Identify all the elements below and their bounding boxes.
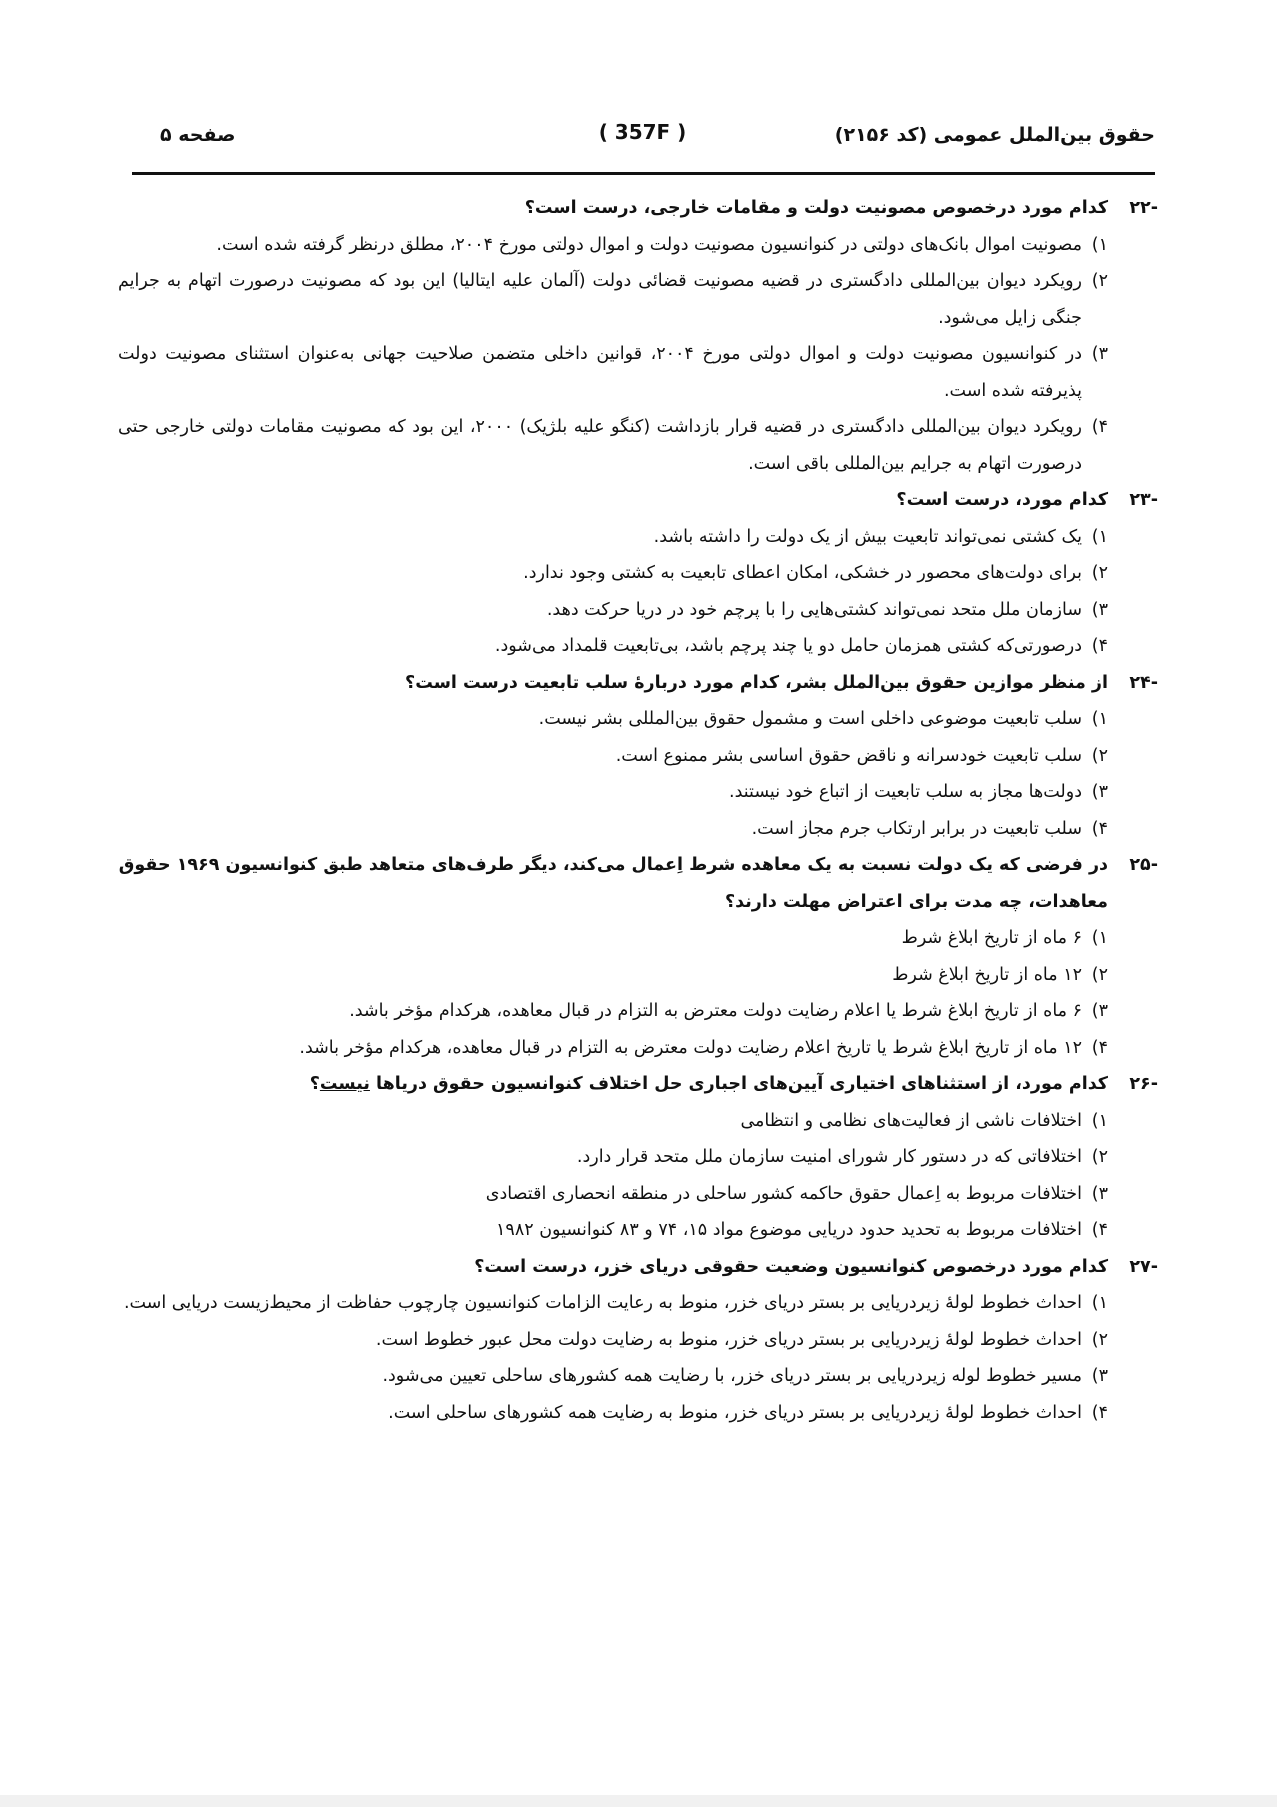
- option-text: احداث خطوط لولهٔ زیردریایی بر بستر دریای خزر، منوط به رضایت همه کشورهای ساحلی است.: [388, 1402, 1082, 1423]
- option-text: برای دولت‌های محصور در خشکی، امکان اعطای تابعیت به کشتی وجود ندارد.: [523, 563, 1082, 583]
- option-number: ۴): [1091, 1402, 1108, 1423]
- option-text: دولت‌ها مجاز به سلب تابعیت از اتباع خود نیستند.: [729, 782, 1082, 802]
- question-number: -۲۳: [1129, 490, 1158, 510]
- option: [118, 1139, 1158, 1176]
- option-number: ۴): [1091, 818, 1108, 839]
- option: [118, 1212, 1158, 1249]
- option-number: ۳): [1091, 1366, 1108, 1386]
- question-23: [118, 482, 1158, 665]
- option: [118, 519, 1158, 556]
- option-text: سلب تابعیت خودسرانه و ناقض حقوق اساسی بشر ممنوع است.: [615, 745, 1082, 766]
- option-number: ۲): [1091, 563, 1108, 583]
- question-text: از منظر موازین حقوق بین‌الملل بشر، کدام مورد دربارهٔ سلب تابعیت درست است؟: [405, 672, 1108, 693]
- option-text: اختلافات مربوط به اِعمال حقوق حاکمه کشور ساحلی در منطقه انحصاری اقتصادی: [485, 1183, 1082, 1204]
- question-number: -۲۲: [1129, 198, 1158, 218]
- option-number: ۲): [1091, 964, 1108, 985]
- header-divider: [132, 172, 1155, 175]
- option-text: ۱۲ ماه از تاریخ ابلاغ شرط: [892, 964, 1082, 985]
- option-text: اختلافاتی که در دستور کار شورای امنیت سازمان ملل متحد قرار دارد.: [576, 1147, 1082, 1167]
- option-text: ۶ ماه از تاریخ ابلاغ شرط یا اعلام رضایت دولت معترض به التزام در قبال معاهده، هرکدام مؤخر باشد.: [349, 1001, 1082, 1021]
- question-stem: [118, 1066, 1158, 1103]
- option: [118, 592, 1158, 629]
- option: [118, 263, 1158, 336]
- option-text: رویکرد دیوان بین‌المللی دادگستری در قضیه قرار بازداشت (کنگو علیه بلژیک) ۲۰۰۰، این بود که مصونیت مقامات دولتی خارجی حتی درصورت اتهام به جرایم بین‌المللی باقی است.: [118, 417, 1083, 474]
- option-text: رویکرد دیوان بین‌المللی دادگستری در قضیه مصونیت قضائی دولت (آلمان علیه ایتالیا) این بود که مصونیت درصورت اتهام به جرایم جنگی زایل می‌شود.: [118, 271, 1082, 328]
- option-number: ۲): [1091, 745, 1108, 766]
- option-number: ۴): [1091, 1037, 1108, 1058]
- question-stem: [118, 847, 1158, 920]
- option: [118, 774, 1158, 811]
- option: [118, 920, 1158, 957]
- booklet-code: ( 357F ): [598, 120, 687, 144]
- option-text: مصونیت اموال بانک‌های دولتی در کنوانسیون مصونیت دولت و اموال دولتی مورخ ۲۰۰۴، مطلق درنظر گرفته شده است.: [216, 234, 1082, 255]
- question-stem: [118, 482, 1158, 519]
- negation-word: نیست: [319, 1074, 370, 1094]
- option: [118, 957, 1158, 994]
- option-number: ۴): [1091, 417, 1108, 437]
- question-text: کدام مورد درخصوص مصونیت دولت و مقامات خارجی، درست است؟: [524, 198, 1108, 218]
- question-stem: [118, 190, 1158, 227]
- question-text-part: کدام مورد، از استثناهای اختیاری آیین‌های اجباری حل اختلاف کنوانسیون حقوق دریاها: [369, 1074, 1108, 1094]
- option-text: احداث خطوط لولهٔ زیردریایی بر بستر دریای خزر، منوط به رعایت الزامات کنوانسیون چارچوب حفاظت از محیط‌زیست دریایی است.: [123, 1293, 1082, 1313]
- question-number: -۲۶: [1129, 1074, 1158, 1094]
- option: [118, 1358, 1158, 1395]
- option-number: ۱): [1091, 526, 1108, 547]
- option: [118, 1395, 1158, 1432]
- option: [118, 1322, 1158, 1359]
- option-number: ۴): [1091, 636, 1108, 656]
- option-number: ۳): [1091, 599, 1108, 620]
- option-text: در کنوانسیون مصونیت دولت و اموال دولتی مورخ ۲۰۰۴، قوانین داخلی متضمن صلاحیت جهانی به‌عنوان استثنای مصونیت دولت پذیرفته شده است.: [118, 344, 1082, 401]
- option-text: سازمان ملل متحد نمی‌تواند کشتی‌هایی را با پرچم خود در دریا حرکت دهد.: [546, 599, 1082, 620]
- option: [118, 227, 1158, 264]
- option: [118, 701, 1158, 738]
- option-number: ۳): [1091, 1001, 1108, 1021]
- option-number: ۱): [1091, 1293, 1108, 1313]
- question-25: [118, 847, 1158, 1066]
- option: [118, 1103, 1158, 1140]
- option: [118, 409, 1158, 482]
- option-text: اختلافات ناشی از فعالیت‌های نظامی و انتظامی: [740, 1110, 1082, 1131]
- exam-title: حقوق بین‌الملل عمومی (کد ۲۱۵۶): [834, 124, 1155, 146]
- question-number: -۲۷: [1129, 1256, 1158, 1277]
- option-number: ۳): [1091, 344, 1108, 364]
- option-number: ۳): [1091, 1183, 1108, 1204]
- question-text: کدام مورد، درست است؟: [896, 490, 1108, 510]
- option: [118, 1176, 1158, 1213]
- option-number: ۱): [1091, 1110, 1108, 1131]
- option-text: یک کشتی نمی‌تواند تابعیت بیش از یک دولت را داشته باشد.: [653, 526, 1082, 547]
- option-number: ۲): [1091, 271, 1108, 291]
- option-number: ۱): [1091, 709, 1108, 729]
- option: [118, 1030, 1158, 1067]
- option-number: ۴): [1091, 1220, 1108, 1240]
- option-text: ۱۲ ماه از تاریخ ابلاغ شرط یا تاریخ اعلام رضایت دولت معترض به التزام در قبال معاهده، هرکدام مؤخر باشد.: [299, 1037, 1082, 1058]
- option: [118, 993, 1158, 1030]
- option: [118, 738, 1158, 775]
- option-number: ۳): [1091, 782, 1108, 802]
- option-number: ۱): [1091, 928, 1108, 948]
- option: [118, 628, 1158, 665]
- option-number: ۲): [1091, 1329, 1108, 1350]
- option-text: اختلافات مربوط به تحدید حدود دریایی موضوع مواد ۱۵، ۷۴ و ۸۳ کنوانسیون ۱۹۸۲: [496, 1220, 1082, 1240]
- option-text: احداث خطوط لولهٔ زیردریایی بر بستر دریای خزر، منوط به رضایت دولت محل عبور خطوط است.: [375, 1329, 1082, 1350]
- option-text: ۶ ماه از تاریخ ابلاغ شرط: [901, 928, 1082, 948]
- option-text: سلب تابعیت در برابر ارتکاب جرم مجاز است.: [751, 818, 1082, 839]
- option-number: ۲): [1091, 1147, 1108, 1167]
- option-text: درصورتی‌که کشتی همزمان حامل دو یا چند پرچم باشد، بی‌تابعیت قلمداد می‌شود.: [494, 636, 1082, 656]
- option-text: مسیر خطوط لوله زیردریایی بر بستر دریای خزر، با رضایت همه کشورهای ساحلی تعیین می‌شود.: [382, 1366, 1082, 1386]
- question-stem: [118, 1249, 1158, 1286]
- option: [118, 336, 1158, 409]
- questions-list: [118, 190, 1158, 1431]
- question-number: -۲۵: [1129, 855, 1158, 875]
- option: [118, 555, 1158, 592]
- option-text: سلب تابعیت موضوعی داخلی است و مشمول حقوق بین‌المللی بشر نیست.: [538, 709, 1082, 729]
- page-header: [130, 120, 1155, 160]
- question-text: در فرضی که یک دولت نسبت به یک معاهده شرط اِعمال می‌کند، دیگر طرف‌های متعاهد طبق کنوانسیون ۱۹۶۹ حقوق معاهدات، چه مدت برای اعتراض مهلت دارند؟: [118, 855, 1108, 912]
- question-text: کدام مورد درخصوص کنوانسیون وضعیت حقوقی دریای خزر، درست است؟: [474, 1256, 1108, 1277]
- option: [118, 811, 1158, 848]
- question-text-part: ؟: [309, 1074, 320, 1094]
- page-bottom-edge: [0, 1795, 1277, 1807]
- question-stem: [118, 665, 1158, 702]
- question-text: [118, 1066, 1108, 1103]
- question-24: [118, 665, 1158, 848]
- question-26: [118, 1066, 1158, 1249]
- page-number: صفحه ۵: [160, 124, 236, 146]
- option: [118, 1285, 1158, 1322]
- question-number: -۲۴: [1129, 672, 1158, 693]
- option-number: ۱): [1091, 234, 1108, 255]
- question-22: [118, 190, 1158, 482]
- question-27: [118, 1249, 1158, 1432]
